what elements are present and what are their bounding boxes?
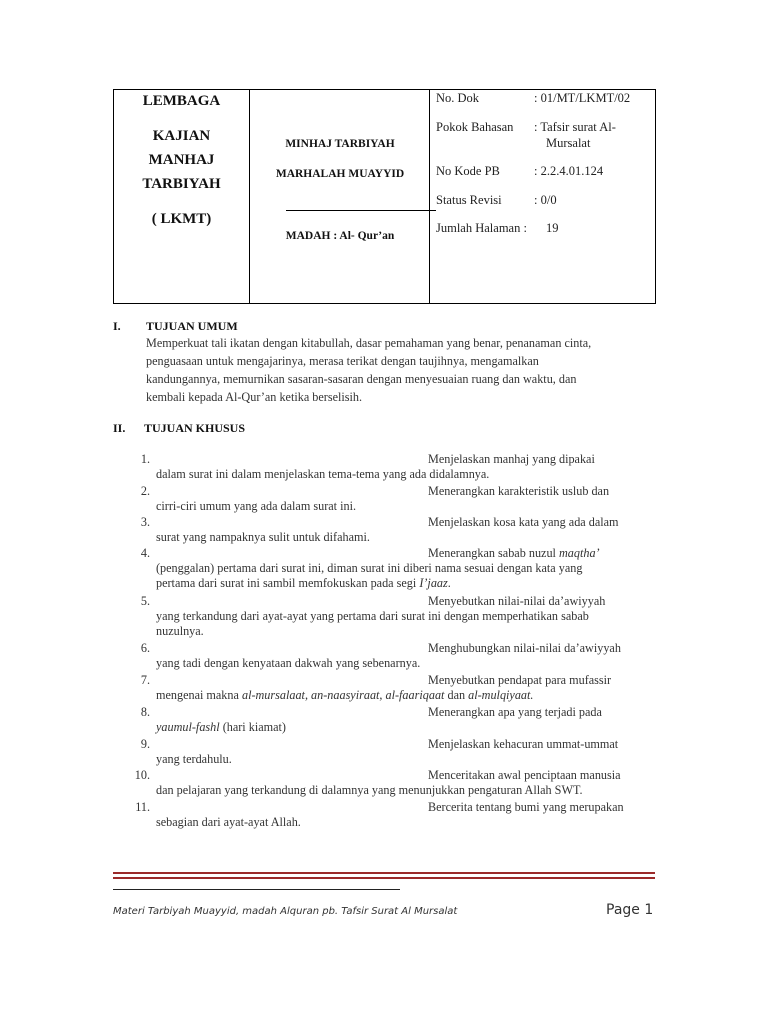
item-term: yaumul-fashl (156, 720, 220, 734)
item-title: Menjelaskan kehacuran ummat-ummat (428, 737, 619, 751)
divider (249, 90, 250, 303)
item-text: mengenai makna al-mursalaat, an-naasyiraat, al-faariqaat dan al-mulqiyaat. (156, 688, 534, 702)
footer-rule (113, 877, 655, 879)
paragraph-line: kandungannya, memurnikan sasaran-sasaran dengan menyesuaian ruang dan waktu, dan (146, 372, 577, 386)
item-term: al-mulqiyaat. (468, 688, 534, 702)
item-text: yang terdahulu. (156, 752, 232, 766)
item-title: Menerangkan sabab nuzul maqtha’ (428, 546, 600, 560)
item-text: dalam surat ini dalam menjelaskan tema-tema yang ada didalamnya. (156, 467, 490, 481)
item-number: 8. (140, 705, 150, 719)
item-number: 4. (140, 546, 150, 560)
footnote-separator (113, 889, 400, 890)
item-number: 9. (140, 737, 150, 751)
paragraph-line: Memperkuat tali ikatan dengan kitabullah, dasar pemahaman yang benar, penanaman cinta, (146, 336, 592, 350)
paragraph-line: kembali kepada Al-Qur’an ketika berselisih. (146, 390, 363, 404)
kode-label: No Kode PB (436, 164, 500, 178)
item-title: Menghubungkan nilai-nilai da’awiyyah (428, 641, 621, 655)
item-number: 2. (140, 484, 150, 498)
jumlah-label: Jumlah Halaman : (436, 221, 527, 235)
jumlah-value: 19 (546, 221, 559, 235)
section-number: II. (113, 421, 126, 435)
institution-line: TARBIYAH (142, 176, 221, 192)
status-value: : 0/0 (534, 193, 557, 207)
program-title: MINHAJ TARBIYAH (285, 138, 395, 150)
institution-line: MANHAJ (148, 152, 215, 168)
item-number: 11. (135, 800, 150, 814)
item-text: (penggalan) pertama dari surat ini, diman surat ini diberi nama sesuai dengan kata yang (156, 561, 583, 575)
header-table (113, 89, 656, 304)
paragraph-line: penguasaan untuk mengajarinya, merasa terikat dengan taujihnya, mengamalkan (146, 354, 539, 368)
item-number: 10. (134, 768, 150, 782)
item-term: maqtha’ (558, 546, 600, 560)
section-title: TUJUAN KHUSUS (144, 421, 246, 435)
underline (286, 210, 436, 211)
pokok-value-cont: Mursalat (546, 136, 591, 150)
section-paragraph (146, 334, 658, 406)
institution-line: LEMBAGA (142, 93, 221, 109)
item-number: 1. (140, 452, 150, 466)
item-text: yang tadi dengan kenyataan dakwah yang sebenarnya. (156, 656, 421, 670)
item-title: Menyebutkan nilai-nilai da’awiyyah (428, 594, 606, 608)
no-dok-value: : 01/MT/LKMT/02 (534, 91, 631, 105)
item-text: yaumul-fashl (hari kiamat) (156, 720, 286, 734)
item-title: Menerangkan apa yang terjadi pada (428, 705, 602, 719)
item-text: nuzulnya. (156, 624, 204, 638)
footer-rule (113, 872, 655, 874)
institution-abbr: ( LKMT) (151, 211, 212, 227)
divider (429, 90, 430, 303)
item-title: Menjelaskan kosa kata yang ada dalam (428, 515, 619, 529)
item-number: 6. (140, 641, 150, 655)
institution-line: KAJIAN (152, 128, 211, 144)
item-text: surat yang nampaknya sulit untuk difahami. (156, 530, 370, 544)
item-title: Menyebutkan pendapat para mufassir (428, 673, 612, 687)
item-text: cirri-ciri umum yang ada dalam surat ini. (156, 499, 357, 513)
item-term: al-mursalaat, an-naasyiraat, al-faariqaat (241, 688, 445, 702)
item-number: 5. (140, 594, 150, 608)
item-title: Menceritakan awal penciptaan manusia (428, 768, 621, 782)
item-number: 7. (140, 673, 150, 687)
item-text: yang terkandung dari ayat-ayat yang pertama dari surat ini dengan memperhatikan sabab (156, 609, 589, 623)
item-text: pertama dari surat ini sambil memfokuskan pada segi I’jaaz. (156, 576, 451, 590)
section-number: I. (113, 319, 121, 333)
item-text: dan pelajaran yang terkandung di dalamnya yang menunjukkan pengaturan Allah SWT. (156, 783, 583, 797)
page-number: Page 1 (606, 902, 654, 918)
no-dok-label: No. Dok (436, 91, 480, 105)
section-title: TUJUAN UMUM (146, 319, 238, 333)
program-level: MARHALAH MUAYYID (275, 168, 405, 180)
footer-text: Materi Tarbiyah Muayyid, madah Alquran pb. Tafsir Surat Al Mursalat (113, 906, 458, 917)
kode-value: : 2.2.4.01.124 (534, 164, 604, 178)
status-label: Status Revisi (436, 193, 502, 207)
pokok-label: Pokok Bahasan (436, 120, 514, 134)
item-term: I’jaaz (419, 576, 448, 590)
item-title: Menjelaskan manhaj yang dipakai (428, 452, 595, 466)
item-number: 3. (140, 515, 150, 529)
item-title: Bercerita tentang bumi yang merupakan (428, 800, 624, 814)
pokok-value: : Tafsir surat Al- (534, 120, 616, 134)
item-title: Menerangkan karakteristik uslub dan (428, 484, 610, 498)
madah-label: MADAH : Al- Qur’an (285, 230, 395, 242)
item-text: sebagian dari ayat-ayat Allah. (156, 815, 301, 829)
